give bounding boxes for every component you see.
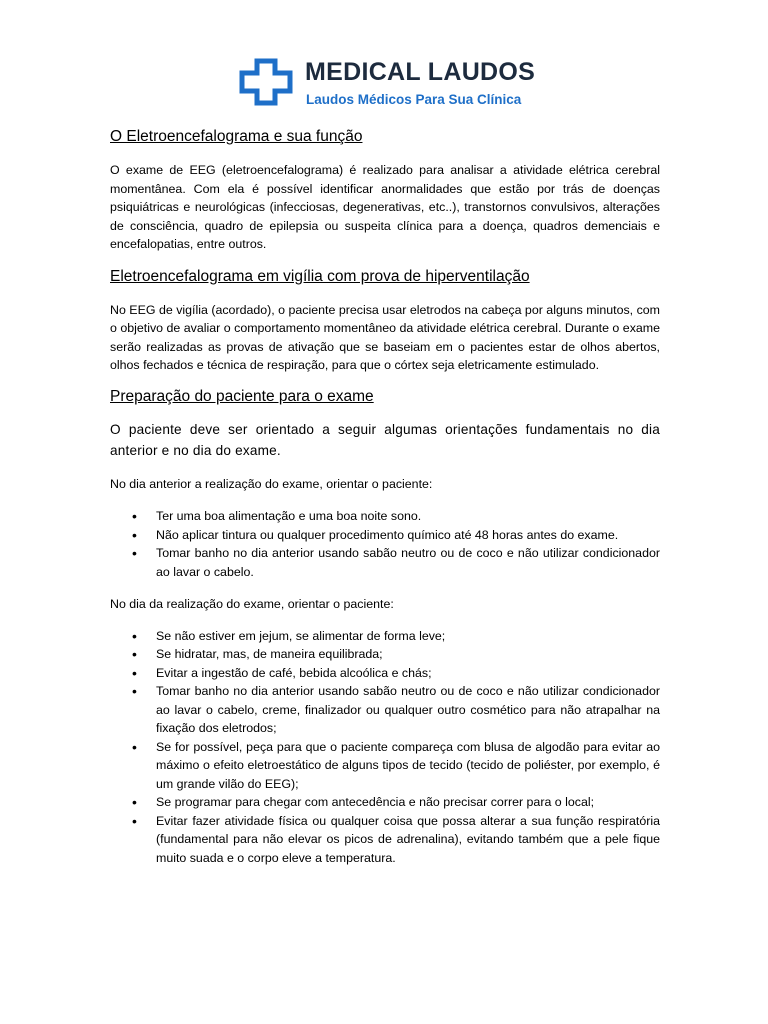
list-item: • Evitar a ingestão de café, bebida alcoólica e chás; [110, 664, 660, 683]
logo-subtitle: Laudos Médicos Para Sua Clínica [306, 92, 522, 107]
list-item: • Se não estiver em jejum, se alimentar de forma leve; [110, 627, 660, 646]
section-title-preparation: Preparação do paciente para o exame [110, 387, 374, 405]
list-item: • Tomar banho no dia anterior usando sabão neutro ou de coco e não utilizar condicionador ao lavar o cabelo, creme, finalizador ou qualquer outro cosmético para não atrapalhar na fixação dos eletrodos; [110, 682, 660, 738]
exam-day-list [110, 627, 660, 868]
exam-day-intro: No dia da realização do exame, orientar o paciente: [110, 597, 394, 611]
document-body [110, 125, 660, 867]
list-item: • Tomar banho no dia anterior usando sabão neutro ou de coco e não utilizar condicionador ao lavar o cabelo. [110, 544, 660, 581]
list-item: • Se programar para chegar com antecedência e não precisar correr para o local; [110, 793, 660, 812]
medical-cross-icon [239, 58, 293, 106]
section-text-vigilia: No EEG de vigília (acordado), o paciente precisa usar eletrodos na cabeça por alguns minutos, com o objetivo de avaliar o comportamento momentâneo da atividade elétrica cerebral. Durante o exame serão realizadas as provas de ativação que se baseiam em o pacientes estar de olhos abertos, olhos fechados e técnica de respiração, para que o córtex seja eletricamente estimulado. [110, 302, 660, 372]
list-item: • Evitar fazer atividade física ou qualquer coisa que possa alterar a sua função respiratória (fundamental para não elevar os picos de adrenalina), evitando também que a pele fique muito suada e o corpo eleve a temperatura. [110, 812, 660, 868]
logo-title: MEDICAL LAUDOS [305, 58, 536, 86]
previous-day-list [110, 507, 660, 581]
section-text-preparation: O paciente deve ser orientado a seguir algumas orientações fundamentais no dia anterior e no dia do exame. [110, 421, 660, 458]
list-item: • Se for possível, peça para que o paciente compareça com blusa de algodão para evitar ao máximo o efeito eletroestático de alguns tipos de tecido (tecido de poliéster, por exemplo, é um grande vilão do EEG); [110, 738, 660, 794]
list-item: • Não aplicar tintura ou qualquer procedimento químico até 48 horas antes do exame. [110, 526, 660, 545]
list-item: • Ter uma boa alimentação e uma boa noite sono. [110, 507, 660, 526]
previous-day-intro: No dia anterior a realização do exame, orientar o paciente: [110, 476, 433, 491]
section-text-eeg-function: O exame de EEG (eletroencefalograma) é realizado para analisar a atividade elétrica cerebral momentânea. Com ela é possível identificar anormalidades que estão por trás de doenças psiquiátricas e neurológicas (infecciosas, degenerativas, etc..), transtornos convulsivos, alterações de consciência, quadro de epilepsia ou suspeita clínica para a doença, quadros demenciais e encefalopatias, entre outros. [110, 163, 660, 251]
section-title-eeg-function: O Eletroencefalograma e sua função [110, 128, 363, 145]
section-title-vigilia: Eletroencefalograma em vigília com prova de hiperventilação [110, 267, 530, 285]
logo [233, 45, 545, 117]
list-item: • Se hidratar, mas, de maneira equilibrada; [110, 645, 660, 664]
